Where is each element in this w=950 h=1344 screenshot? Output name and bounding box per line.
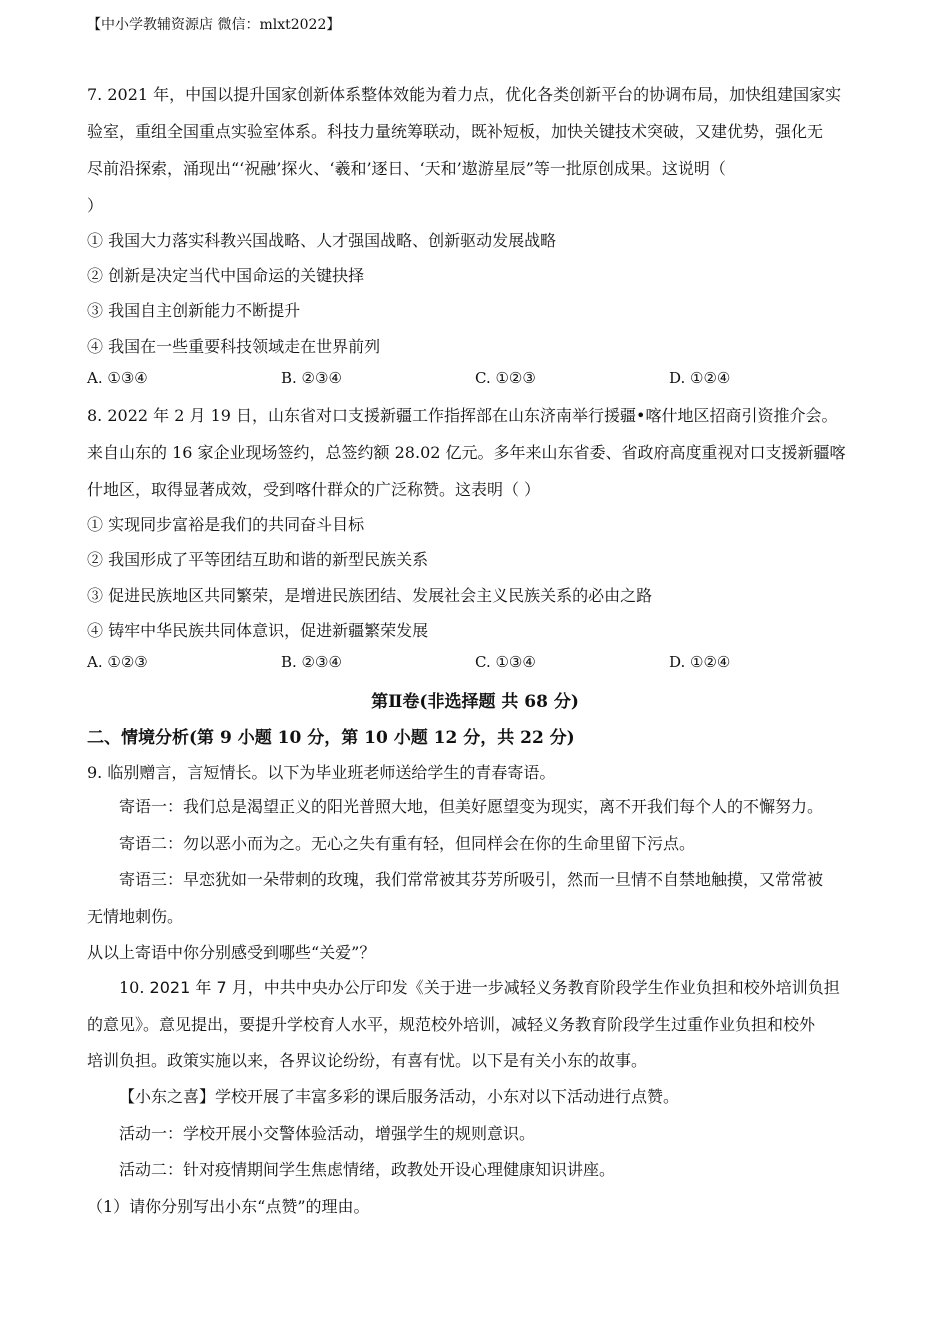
q7-item: ③ 我国自主创新能力不断提升 (87, 301, 301, 320)
q8-stem-line: 8. 2022 年 2 月 19 日，山东省对口支援新疆工作指挥部在山东济南举行援疆•喀什地区招商引资推介会。 (87, 406, 838, 425)
q7-item: ② 创新是决定当代中国命运的关键抉择 (87, 266, 365, 285)
q10-stem-line: 的意见》。意见提出，要提升学校育人水平，规范校外培训，减轻义务教育阶段学生过重作业负担和校外 (87, 1015, 816, 1034)
q7-item: ④ 我国在一些重要科技领域走在世界前列 (87, 337, 381, 356)
q9-message-2: 寄语二：勿以恶小而为之。无心之失有重有轻，但同样会在你的生命里留下污点。 (119, 834, 696, 853)
q7-option-d[interactable]: D. ①②④ (669, 369, 731, 387)
q10-activity-1: 活动一：学校开展小交警体验活动，增强学生的规则意识。 (119, 1124, 536, 1143)
q10-stem-text: 2021 年 7 月，中共中央办公厅印发《关于进一步减轻义务教育阶段学生作业负担和校外培训负担 (149, 978, 840, 997)
q10-number-line (119, 975, 840, 998)
q9-question: 从以上寄语中你分别感受到哪些“关爱”？ (87, 943, 376, 962)
q9-message-3: 寄语三：早恋犹如一朵带刺的玫瑰，我们常常被其芬芳所吸引，然而一旦情不自禁地触摸，又常常被 (119, 870, 824, 889)
q8-option-c[interactable]: C. ①③④ (475, 653, 536, 671)
q7-option-b[interactable]: B. ②③④ (281, 369, 342, 387)
q10-stem-line: 培训负担。政策实施以来，各界议论纷纷，有喜有忧。以下是有关小东的故事。 (87, 1051, 648, 1070)
q8-option-a[interactable]: A. ①②③ (87, 653, 148, 671)
q8-item: ② 我国形成了平等团结互助和谐的新型民族关系 (87, 550, 429, 569)
q10-subquestion-1: （1）请你分别写出小东“点赞”的理由。 (87, 1197, 370, 1216)
q7-option-c[interactable]: C. ①②③ (475, 369, 536, 387)
q8-item: ④ 铸牢中华民族共同体意识，促进新疆繁荣发展 (87, 621, 429, 640)
q8-item: ③ 促进民族地区共同繁荣，是增进民族团结、发展社会主义民族关系的必由之路 (87, 586, 653, 605)
q9-message-3-cont: 无情地刺伤。 (87, 907, 184, 926)
section-2-title: 二、情境分析(第 9 小题 10 分，第 10 小题 12 分，共 22 分) (87, 728, 575, 748)
q8-option-b[interactable]: B. ②③④ (281, 653, 342, 671)
q7-stem-line: ） (87, 196, 104, 215)
q8-option-d[interactable]: D. ①②④ (669, 653, 731, 671)
q7-option-a[interactable]: A. ①③④ (87, 369, 148, 387)
q7-stem-line: 验室，重组全国重点实验室体系。科技力量统筹联动，既补短板，加快关键技术突破，又建优势，强化无 (87, 122, 824, 141)
page-header: 【中小学教辅资源店 微信：mlxt2022】 (87, 17, 341, 33)
q10-joy: 【小东之喜】学校开展了丰富多彩的课后服务活动，小东对以下活动进行点赞。 (119, 1087, 680, 1106)
part-2-title: 第Ⅱ卷(非选择题 共 68 分) (371, 692, 579, 712)
q7-item: ① 我国大力落实科教兴国战略、人才强国战略、创新驱动发展战略 (87, 231, 557, 250)
q10-activity-2: 活动二：针对疫情期间学生焦虑情绪，政教处开设心理健康知识讲座。 (119, 1160, 616, 1179)
q7-stem-line: 7. 2021 年，中国以提升国家创新体系整体效能为着力点，优化各类创新平台的协调布局，加快组建国家实 (87, 85, 842, 104)
q10-number: 10. (119, 978, 145, 997)
q8-stem-line: 什地区，取得显著成效，受到喀什群众的广泛称赞。这表明（ ） (87, 480, 541, 499)
q8-stem-line: 来自山东的 16 家企业现场签约，总签约额 28.02 亿元。多年来山东省委、省政府高度重视对口支援新疆喀 (87, 443, 846, 462)
q8-item: ① 实现同步富裕是我们的共同奋斗目标 (87, 515, 365, 534)
q9-intro: 9. 临别赠言，言短情长。以下为毕业班老师送给学生的青春寄语。 (87, 763, 556, 782)
q9-message-1: 寄语一：我们总是渴望正义的阳光普照大地，但美好愿望变为现实，离不开我们每个人的不懈努力。 (119, 797, 824, 816)
q7-stem-line: 尽前沿探索，涌现出“‘祝融’探火、‘羲和’逐日、‘天和’遨游星辰”等一批原创成果。这说明（ (87, 159, 726, 178)
